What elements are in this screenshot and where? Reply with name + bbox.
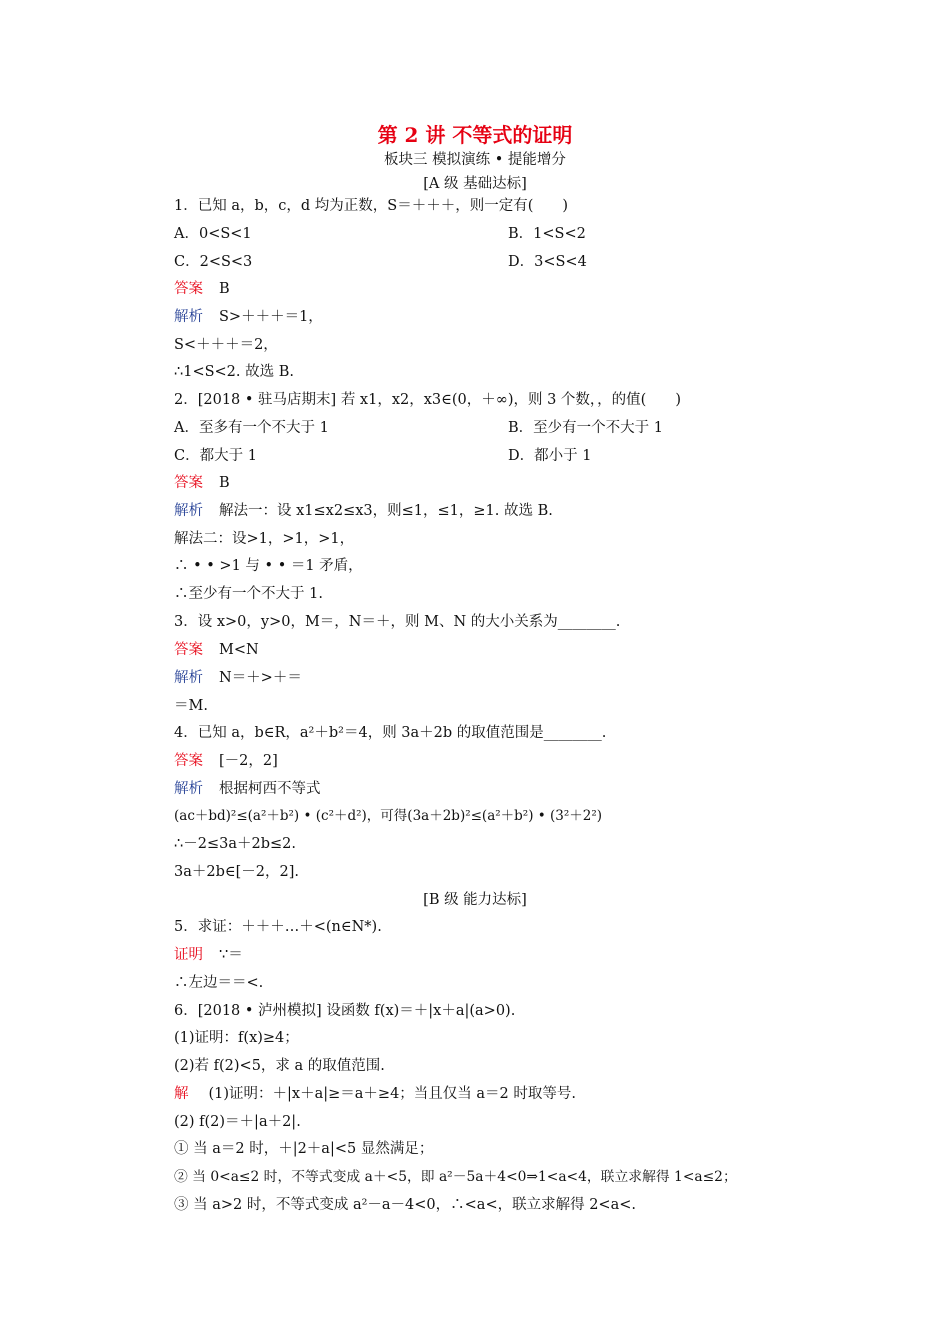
q1-option-c: C．2<S<3 [174, 254, 253, 270]
analysis-label: 解析 [174, 781, 203, 797]
q6-solution-line-1 [174, 1084, 576, 1104]
q2-option-c: C．都大于 1 [174, 448, 257, 464]
q3-answer: M<N [219, 642, 259, 658]
q1-analysis-3: ∴1<S<2. 故选 B. [174, 364, 295, 380]
answer-label: 答案 [174, 642, 203, 658]
q1-option-a: A．0<S<1 [174, 226, 252, 242]
q6-stem: 6．[2018 • 泸州模拟] 设函数 f(x)＝＋|x＋a|(a>0). [174, 1003, 516, 1019]
page-title: 第 2 讲 不等式的证明 [377, 123, 573, 147]
q1-analysis-2: S<＋＋＋＝2， [174, 337, 278, 353]
q2-answer-line [174, 473, 230, 493]
q6-solution-4: ② 当 0<a≤2 时，不等式变成 a＋<5，即 a²－5a＋4<0⇒1<a<4，联立求解得 1<a≤2； [174, 1169, 737, 1185]
q6-solution-2: (2) f(2)＝＋|a＋2|. [174, 1114, 301, 1130]
analysis-label: 解析 [174, 503, 203, 519]
q2-stem: 2．[2018 • 驻马店期末] 若 x1，x2，x3∈(0，＋∞)，则 3 个数，，的值( ) [174, 392, 681, 408]
q6-part-2: (2)若 f(2)<5，求 a 的取值范围. [174, 1058, 385, 1074]
q3-answer-line [174, 640, 259, 660]
section-b-heading: [B 级 能力达标] [423, 892, 527, 908]
q2-option-a: A．至多有一个不大于 1 [174, 420, 329, 436]
q2-analysis-line-1 [174, 501, 553, 521]
analysis-label: 解析 [174, 670, 203, 686]
q5-stem: 5．求证：＋＋＋…＋<(n∈N*). [174, 919, 382, 935]
q4-analysis-3: ∴－2≤3a＋2b≤2. [174, 836, 296, 852]
q5-proof-1: ∵＝ [219, 947, 243, 963]
q1-analysis-1: S>＋＋＋＝1， [219, 309, 323, 325]
q6-solution-5: ③ 当 a>2 时，不等式变成 a²－a－4<0，∴<a<，联立求解得 2<a<. [174, 1197, 636, 1213]
q4-stem: 4．已知 a，b∈R，a²＋b²＝4，则 3a＋2b 的取值范围是________. [174, 725, 607, 741]
q3-analysis-line-1 [174, 668, 302, 688]
q4-analysis-line-1 [174, 779, 321, 799]
q1-stem: 1．已知 a，b，c，d 均为正数，S＝＋＋＋，则一定有( ) [174, 198, 569, 214]
proof-label: 证明 [174, 947, 203, 963]
q4-answer-line [174, 751, 278, 771]
page-subtitle: 板块三 模拟演练 • 提能增分 [384, 152, 566, 168]
q6-solution-1: (1)证明：＋|x＋a|≥＝a＋≥4；当且仅当 a＝2 时取等号. [208, 1086, 576, 1102]
q1-answer-line [174, 279, 230, 299]
answer-label: 答案 [174, 753, 203, 769]
q4-analysis-4: 3a＋2b∈[－2，2]. [174, 864, 299, 880]
q2-analysis-2: 解法二：设>1，>1，>1， [174, 531, 355, 547]
q3-stem: 3．设 x>0，y>0，M＝，N＝＋，则 M、N 的大小关系为________. [174, 614, 621, 630]
section-a-heading: [A 级 基础达标] [423, 176, 527, 192]
q5-proof-line-1 [174, 945, 243, 965]
q2-analysis-1: 解法一：设 x1≤x2≤x3，则≤1，≤1，≥1. 故选 B. [219, 503, 553, 519]
analysis-label: 解析 [174, 309, 203, 325]
q2-answer: B [219, 475, 230, 491]
q5-proof-2: ∴左边＝＝<. [174, 975, 264, 991]
q1-option-d: D．3<S<4 [508, 254, 587, 270]
q2-analysis-4: ∴至少有一个不大于 1. [174, 586, 323, 602]
q4-analysis-2: (ac＋bd)²≤(a²＋b²) • (c²＋d²)，可得(3a＋2b)²≤(a²＋b²) • (3²＋2²) [174, 808, 603, 824]
q1-analysis-line-1 [174, 307, 323, 327]
q6-part-1: (1)证明：f(x)≥4； [174, 1030, 299, 1046]
q1-answer: B [219, 281, 230, 297]
q3-analysis-1: N＝＋>＋＝ [219, 670, 302, 686]
q2-option-d: D．都小于 1 [508, 448, 592, 464]
q4-answer: [－2，2] [219, 753, 278, 769]
q3-analysis-2: ＝M. [174, 698, 208, 714]
solution-label: 解 [174, 1086, 189, 1102]
q2-analysis-3: ∴ • • >1 与 • • ＝1 矛盾， [174, 558, 363, 574]
q1-option-b: B．1<S<2 [508, 226, 586, 242]
q4-analysis-1: 根据柯西不等式 [219, 781, 321, 797]
q6-solution-3: ① 当 a＝2 时，＋|2＋a|<5 显然满足； [174, 1141, 434, 1157]
answer-label: 答案 [174, 475, 203, 491]
answer-label: 答案 [174, 281, 203, 297]
q2-option-b: B．至少有一个不大于 1 [508, 420, 663, 436]
